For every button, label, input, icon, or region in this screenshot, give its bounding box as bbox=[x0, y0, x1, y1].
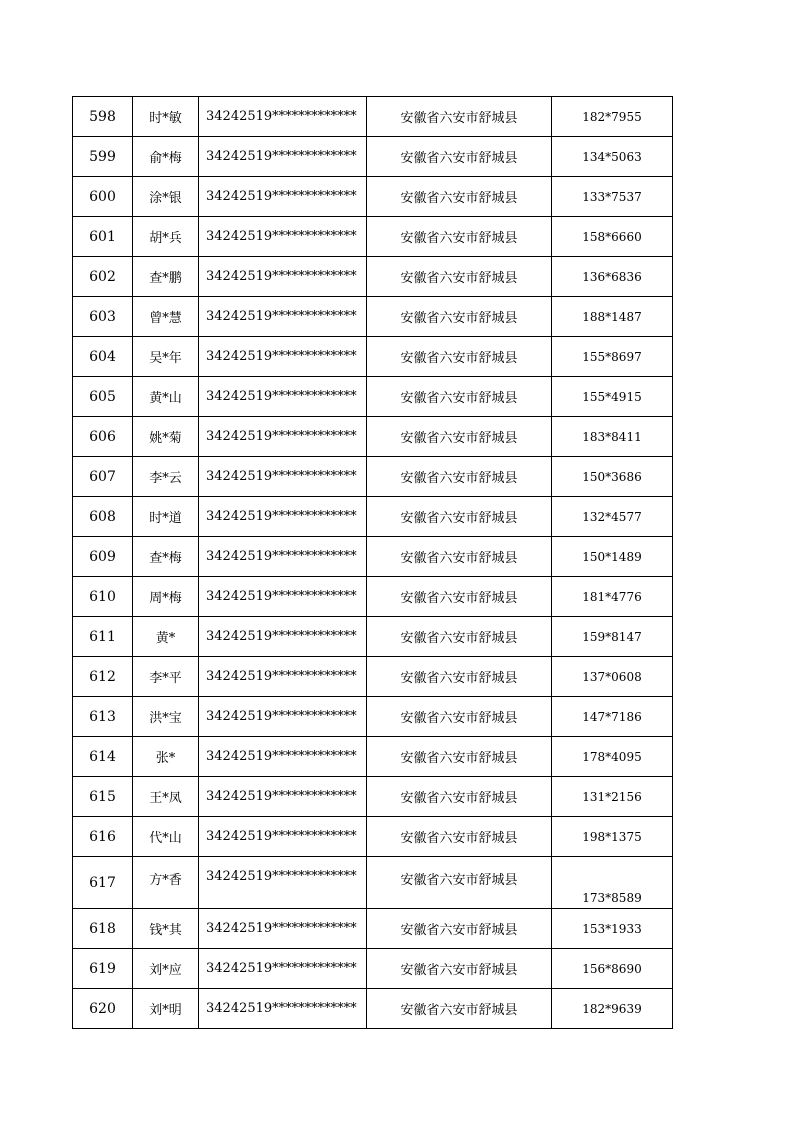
phone-cell: 182*9639 bbox=[552, 989, 673, 1029]
id-number-cell: 34242519************* bbox=[199, 949, 367, 989]
person-name-cell: 方*香 bbox=[133, 857, 199, 909]
person-name-cell: 刘*应 bbox=[133, 949, 199, 989]
person-name-cell: 刘*明 bbox=[133, 989, 199, 1029]
address-cell: 安徽省六安市舒城县 bbox=[367, 577, 552, 617]
table-row bbox=[73, 817, 673, 857]
person-name-cell: 查*鹏 bbox=[133, 257, 199, 297]
phone-cell: 150*3686 bbox=[552, 457, 673, 497]
row-number-cell: 599 bbox=[73, 137, 133, 177]
roster-table-body bbox=[73, 97, 673, 1029]
id-number-cell: 34242519************* bbox=[199, 217, 367, 257]
address-cell: 安徽省六安市舒城县 bbox=[367, 857, 552, 909]
table-row bbox=[73, 857, 673, 909]
phone-cell: 150*1489 bbox=[552, 537, 673, 577]
row-number-cell: 609 bbox=[73, 537, 133, 577]
row-number-cell: 610 bbox=[73, 577, 133, 617]
person-name-cell: 时*敏 bbox=[133, 97, 199, 137]
table-row bbox=[73, 537, 673, 577]
address-cell: 安徽省六安市舒城县 bbox=[367, 777, 552, 817]
phone-cell: 147*7186 bbox=[552, 697, 673, 737]
id-number-cell: 34242519************* bbox=[199, 337, 367, 377]
table-row bbox=[73, 217, 673, 257]
row-number-cell: 603 bbox=[73, 297, 133, 337]
phone-cell: 182*7955 bbox=[552, 97, 673, 137]
table-row bbox=[73, 577, 673, 617]
address-cell: 安徽省六安市舒城县 bbox=[367, 97, 552, 137]
address-cell: 安徽省六安市舒城县 bbox=[367, 909, 552, 949]
table-row bbox=[73, 909, 673, 949]
address-cell: 安徽省六安市舒城县 bbox=[367, 989, 552, 1029]
phone-cell: 136*6836 bbox=[552, 257, 673, 297]
id-number-cell: 34242519************* bbox=[199, 737, 367, 777]
address-cell: 安徽省六安市舒城县 bbox=[367, 737, 552, 777]
id-number-cell: 34242519************* bbox=[199, 657, 367, 697]
row-number-cell: 602 bbox=[73, 257, 133, 297]
id-number-cell: 34242519************* bbox=[199, 577, 367, 617]
table-row bbox=[73, 457, 673, 497]
person-name-cell: 查*梅 bbox=[133, 537, 199, 577]
phone-cell: 159*8147 bbox=[552, 617, 673, 657]
phone-cell: 188*1487 bbox=[552, 297, 673, 337]
table-row bbox=[73, 737, 673, 777]
row-number-cell: 614 bbox=[73, 737, 133, 777]
person-name-cell: 涂*银 bbox=[133, 177, 199, 217]
person-name-cell: 张* bbox=[133, 737, 199, 777]
row-number-cell: 611 bbox=[73, 617, 133, 657]
phone-cell: 173*8589 bbox=[552, 857, 673, 909]
phone-cell: 155*4915 bbox=[552, 377, 673, 417]
person-name-cell: 王*凤 bbox=[133, 777, 199, 817]
table-row bbox=[73, 257, 673, 297]
address-cell: 安徽省六安市舒城县 bbox=[367, 457, 552, 497]
id-number-cell: 34242519************* bbox=[199, 417, 367, 457]
id-number-cell: 34242519************* bbox=[199, 817, 367, 857]
address-cell: 安徽省六安市舒城县 bbox=[367, 337, 552, 377]
table-row bbox=[73, 377, 673, 417]
table-row bbox=[73, 177, 673, 217]
id-number-cell: 34242519************* bbox=[199, 377, 367, 417]
table-row bbox=[73, 777, 673, 817]
address-cell: 安徽省六安市舒城县 bbox=[367, 537, 552, 577]
row-number-cell: 607 bbox=[73, 457, 133, 497]
phone-cell: 156*8690 bbox=[552, 949, 673, 989]
address-cell: 安徽省六安市舒城县 bbox=[367, 949, 552, 989]
row-number-cell: 605 bbox=[73, 377, 133, 417]
address-cell: 安徽省六安市舒城县 bbox=[367, 257, 552, 297]
phone-cell: 133*7537 bbox=[552, 177, 673, 217]
person-name-cell: 李*云 bbox=[133, 457, 199, 497]
address-cell: 安徽省六安市舒城县 bbox=[367, 217, 552, 257]
table-row bbox=[73, 989, 673, 1029]
person-name-cell: 李*平 bbox=[133, 657, 199, 697]
person-name-cell: 钱*其 bbox=[133, 909, 199, 949]
table-row bbox=[73, 137, 673, 177]
person-name-cell: 俞*梅 bbox=[133, 137, 199, 177]
id-number-cell: 34242519************* bbox=[199, 457, 367, 497]
address-cell: 安徽省六安市舒城县 bbox=[367, 417, 552, 457]
id-number-cell: 34242519************* bbox=[199, 857, 367, 909]
id-number-cell: 34242519************* bbox=[199, 697, 367, 737]
phone-cell: 178*4095 bbox=[552, 737, 673, 777]
table-row bbox=[73, 697, 673, 737]
phone-cell: 131*2156 bbox=[552, 777, 673, 817]
table-row bbox=[73, 617, 673, 657]
address-cell: 安徽省六安市舒城县 bbox=[367, 697, 552, 737]
table-row bbox=[73, 949, 673, 989]
address-cell: 安徽省六安市舒城县 bbox=[367, 657, 552, 697]
person-name-cell: 黄*山 bbox=[133, 377, 199, 417]
table-row bbox=[73, 417, 673, 457]
id-number-cell: 34242519************* bbox=[199, 497, 367, 537]
address-cell: 安徽省六安市舒城县 bbox=[367, 137, 552, 177]
row-number-cell: 615 bbox=[73, 777, 133, 817]
row-number-cell: 617 bbox=[73, 857, 133, 909]
id-number-cell: 34242519************* bbox=[199, 297, 367, 337]
id-number-cell: 34242519************* bbox=[199, 537, 367, 577]
address-cell: 安徽省六安市舒城县 bbox=[367, 817, 552, 857]
row-number-cell: 598 bbox=[73, 97, 133, 137]
table-row bbox=[73, 657, 673, 697]
person-name-cell: 洪*宝 bbox=[133, 697, 199, 737]
person-name-cell: 黄* bbox=[133, 617, 199, 657]
person-name-cell: 曾*慧 bbox=[133, 297, 199, 337]
address-cell: 安徽省六安市舒城县 bbox=[367, 617, 552, 657]
row-number-cell: 618 bbox=[73, 909, 133, 949]
row-number-cell: 612 bbox=[73, 657, 133, 697]
row-number-cell: 619 bbox=[73, 949, 133, 989]
id-number-cell: 34242519************* bbox=[199, 257, 367, 297]
person-name-cell: 胡*兵 bbox=[133, 217, 199, 257]
address-cell: 安徽省六安市舒城县 bbox=[367, 377, 552, 417]
phone-cell: 134*5063 bbox=[552, 137, 673, 177]
person-name-cell: 周*梅 bbox=[133, 577, 199, 617]
phone-cell: 155*8697 bbox=[552, 337, 673, 377]
person-name-cell: 时*道 bbox=[133, 497, 199, 537]
phone-cell: 153*1933 bbox=[552, 909, 673, 949]
phone-cell: 183*8411 bbox=[552, 417, 673, 457]
id-number-cell: 34242519************* bbox=[199, 137, 367, 177]
id-number-cell: 34242519************* bbox=[199, 777, 367, 817]
phone-cell: 181*4776 bbox=[552, 577, 673, 617]
row-number-cell: 606 bbox=[73, 417, 133, 457]
phone-cell: 198*1375 bbox=[552, 817, 673, 857]
row-number-cell: 601 bbox=[73, 217, 133, 257]
person-name-cell: 代*山 bbox=[133, 817, 199, 857]
id-number-cell: 34242519************* bbox=[199, 989, 367, 1029]
table-row bbox=[73, 497, 673, 537]
table-row bbox=[73, 337, 673, 377]
row-number-cell: 608 bbox=[73, 497, 133, 537]
roster-table bbox=[72, 96, 673, 1029]
row-number-cell: 616 bbox=[73, 817, 133, 857]
address-cell: 安徽省六安市舒城县 bbox=[367, 297, 552, 337]
address-cell: 安徽省六安市舒城县 bbox=[367, 497, 552, 537]
phone-cell: 137*0608 bbox=[552, 657, 673, 697]
table-row bbox=[73, 297, 673, 337]
id-number-cell: 34242519************* bbox=[199, 177, 367, 217]
table-row bbox=[73, 97, 673, 137]
row-number-cell: 620 bbox=[73, 989, 133, 1029]
person-name-cell: 姚*菊 bbox=[133, 417, 199, 457]
id-number-cell: 34242519************* bbox=[199, 97, 367, 137]
phone-cell: 132*4577 bbox=[552, 497, 673, 537]
address-cell: 安徽省六安市舒城县 bbox=[367, 177, 552, 217]
phone-cell: 158*6660 bbox=[552, 217, 673, 257]
person-name-cell: 吴*年 bbox=[133, 337, 199, 377]
row-number-cell: 613 bbox=[73, 697, 133, 737]
row-number-cell: 600 bbox=[73, 177, 133, 217]
id-number-cell: 34242519************* bbox=[199, 909, 367, 949]
id-number-cell: 34242519************* bbox=[199, 617, 367, 657]
row-number-cell: 604 bbox=[73, 337, 133, 377]
